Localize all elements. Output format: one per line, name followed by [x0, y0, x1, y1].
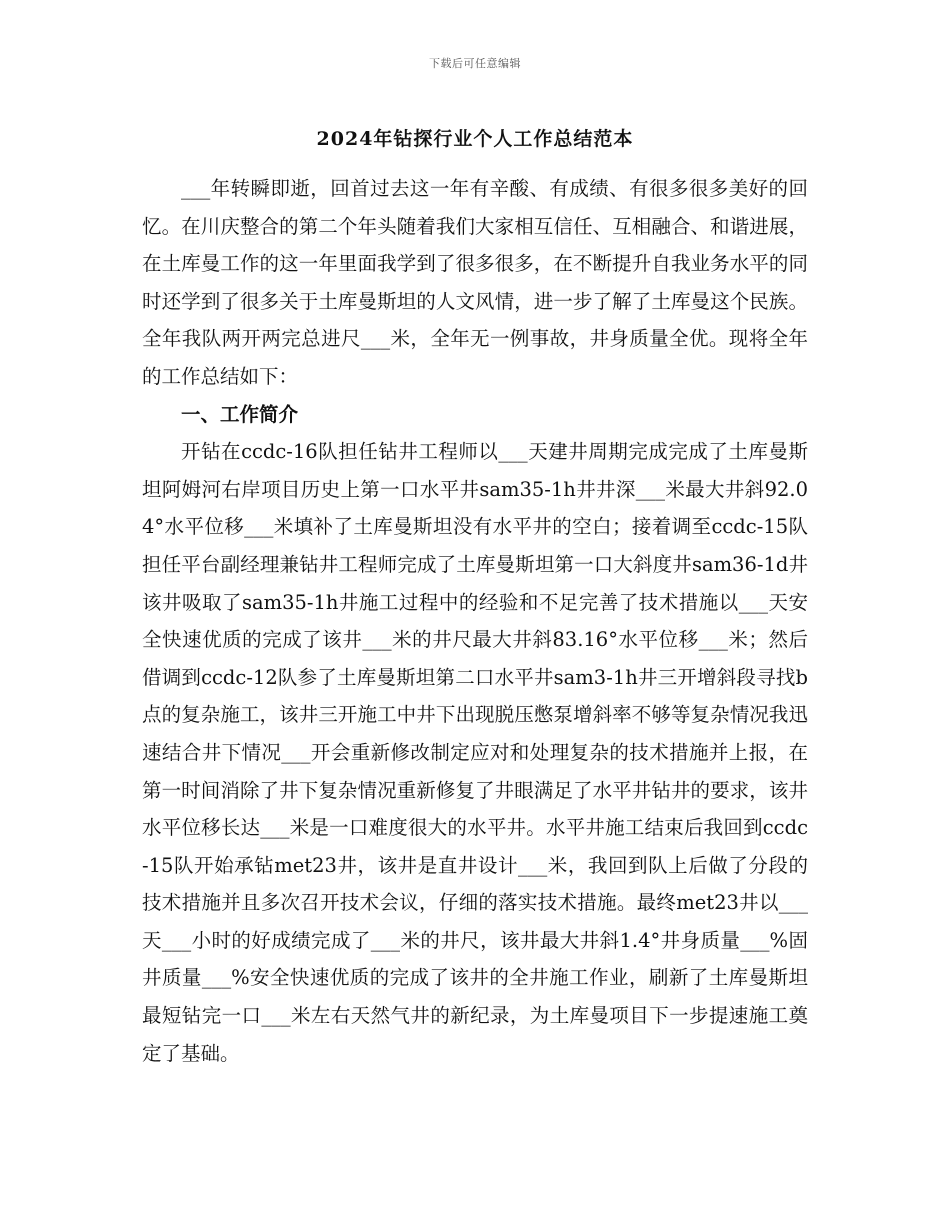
section-body-work-overview: 开钻在ccdc-16队担任钻井工程师以___天建井周期完成完成了土库曼斯坦阿姆河右岸项目历史上第一口水平井sam35-1h井井深___米最大井斜92.04°水平位移___米填补了土库曼斯坦没有水平井的空白；接着调至ccdc-15队担任平台副经理兼钻井工程师完成了土库曼斯坦第一口大斜度井sam36-1d井该井吸取了sam35-1h井施工过程中的经验和不足完善了技术措施以___天安全快速优质的完成了该井___米的井尺最大井斜83.16°水平位移___米；然后借调到ccdc-12队参了土库曼斯坦第二口水平井sam3-1h井三开增斜段寻找b点的复杂施工，该井三开施工中井下出现脱压憋泵增斜率不够等复杂情况我迅速结合井下情况___开会重新修改制定应对和处理复杂的技术措施并上报，在第一时间消除了井下复杂情况重新修复了井眼满足了水平井钻井的要求，该井水平位移长达___米是一口难度很大的水平井。水平井施工结束后我回到ccdc-15队开始承钻met23井，该井是直井设计___米，我回到队上后做了分段的技术措施并且多次召开技术会议，仔细的落实技术措施。最终met23井以___天___小时的好成绩完成了___米的井尺，该井最大井斜1.4°井身质量___%固井质量___%安全快速优质的完成了该井的全井施工作业，刷新了土库曼斯坦最短钻完一口___米左右天然气井的新纪录，为土库曼项目下一步提速施工奠定了基础。: [142, 440, 808, 1065]
section-heading-work-overview: 一、工作简介: [181, 402, 299, 426]
intro-paragraph: ___年转瞬即逝，回首过去这一年有辛酸、有成绩、有很多很多美好的回忆。在川庆整合的第二个年头随着我们大家相互信任、互相融合、和谐进展，在土库曼工作的这一年里面我学到了很多很多，在不断提升自我业务水平的同时还学到了很多关于土库曼斯坦的人文风情，进一步了解了土库曼这个民族。全年我队两开两完总进尺___米，全年无一例事故，井身质量全优。现将全年的工作总结如下：: [142, 177, 808, 388]
header-note: 下载后可任意编辑: [429, 57, 521, 70]
document-body: [142, 170, 808, 1072]
document-title: 2024年钻探行业个人工作总结范本: [316, 128, 634, 150]
